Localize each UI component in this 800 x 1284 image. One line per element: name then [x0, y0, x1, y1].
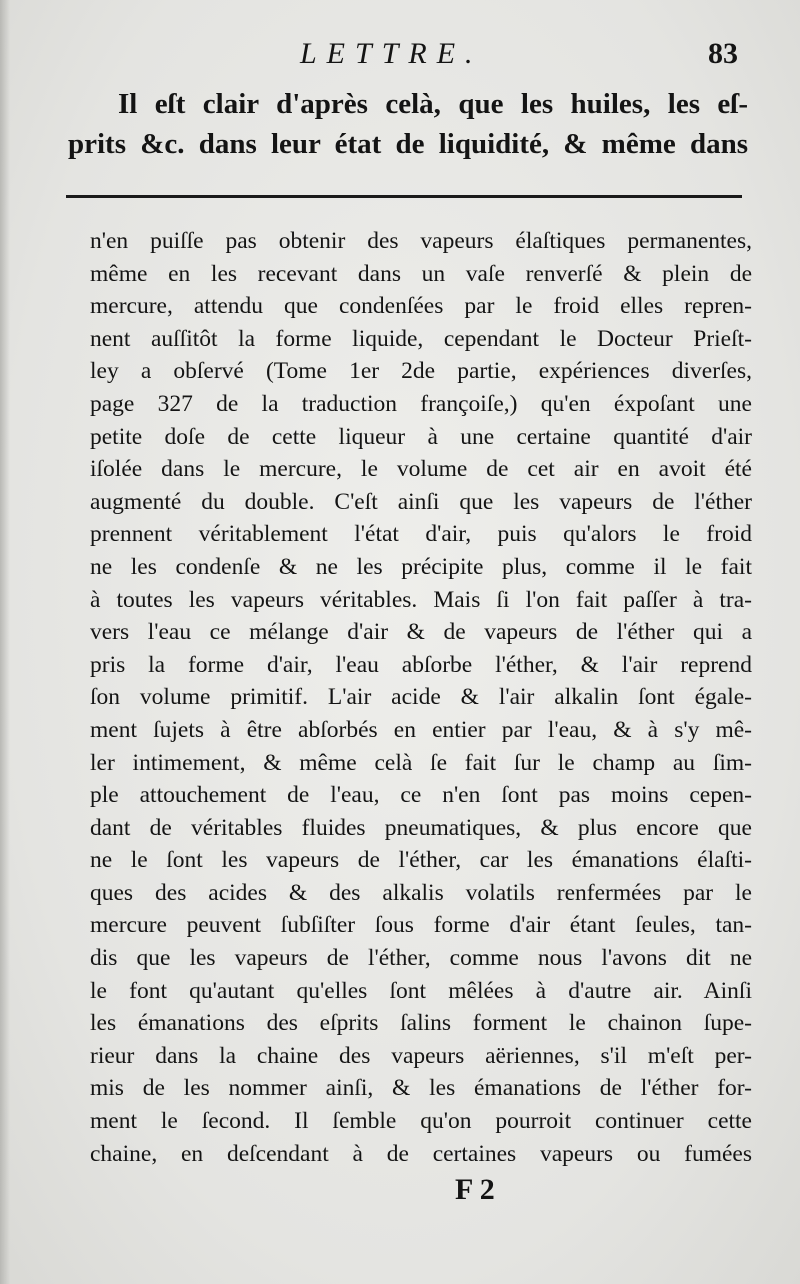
text-line: nent auſſitôt la forme liquide, cependant le Docteur Prieſt- [90, 325, 752, 352]
text-line: mercure peuvent ſubſiſter ſous forme d'air étant ſeules, tan- [90, 912, 752, 939]
text-line: dant de véritables fluides pneumatiques, & plus encore que [90, 814, 752, 841]
text-line: chaine, en deſcendant à de certaines vapeurs ou fumées [90, 1140, 752, 1167]
horizontal-rule [66, 195, 742, 198]
text-line: ment le ſecond. Il ſemble qu'on pourroit continuer cette [90, 1108, 752, 1135]
text-line: à toutes les vapeurs véritables. Mais ſi l'on fait paſſer à tra- [90, 586, 752, 613]
text-line: les émanations des eſprits ſalins forment le chainon ſupe- [90, 1010, 752, 1037]
show-through-fragment [68, 84, 748, 164]
text-line: ple attouchement de l'eau, ce n'en ſont pas moins cepen- [90, 782, 752, 809]
text-line: rieur dans la chaine des vapeurs aëriennes, s'il m'eſt per- [90, 1042, 752, 1069]
fragment-line: prits &c. dans leur état de liquidité, & même dans [68, 128, 748, 160]
text-line: ler intimement, & même celà ſe fait ſur le champ au ſim- [90, 749, 752, 776]
running-head [0, 32, 800, 76]
text-line: même en les recevant dans un vaſe renverſé & plein de [90, 260, 752, 287]
signature-mark: F 2 [455, 1173, 495, 1206]
text-line: ley a obſervé (Tome 1er 2de partie, expériences diverſes, [90, 358, 752, 385]
text-line: pris la forme d'air, l'eau abſorbe l'éther, & l'air reprend [90, 651, 752, 678]
text-line: prennent véritablement l'état d'air, puis qu'alors le froid [90, 521, 752, 548]
text-line: mercure, attendu que condenſées par le froid elles repren- [90, 293, 752, 320]
text-line: petite doſe de cette liqueur à une certaine quantité d'air [90, 423, 752, 450]
fragment-line: Il eſt clair d'après celà, que les huiles, les eſ- [118, 88, 748, 120]
text-line: augmenté du double. C'eſt ainſi que les vapeurs de l'éther [90, 488, 752, 515]
text-line: ques des acides & des alkalis volatils renfermées par le [90, 879, 752, 906]
text-line: mis de les nommer ainſi, & les émanations de l'éther for- [90, 1075, 752, 1102]
text-line: n'en puiſſe pas obtenir des vapeurs élaſtiques permanentes, [90, 228, 752, 254]
text-line: ment ſujets à être abſorbés en entier par l'eau, & à s'y mê- [90, 716, 752, 743]
text-line: vers l'eau ce mélange d'air & de vapeurs de l'éther qui a [90, 619, 752, 646]
text-line: ne le ſont les vapeurs de l'éther, car les émanations élaſti- [90, 847, 752, 874]
body-text [90, 225, 752, 1170]
text-line: page 327 de la traduction françoiſe,) qu'en éxpoſant une [90, 390, 752, 417]
page-number: 83 [708, 37, 738, 70]
text-line: le font qu'autant qu'elles ſont mêlées à d'autre air. Ainſi [90, 977, 752, 1004]
text-line: ſon volume primitif. L'air acide & l'air alkalin ſont égale- [90, 684, 752, 711]
text-line: ne les condenſe & ne les précipite plus, comme il le fait [90, 553, 752, 580]
text-line: iſolée dans le mercure, le volume de cet air en avoit été [90, 456, 752, 483]
running-title: LETTRE. [300, 37, 483, 70]
text-line: dis que les vapeurs de l'éther, comme nous l'avons dit ne [90, 945, 752, 972]
